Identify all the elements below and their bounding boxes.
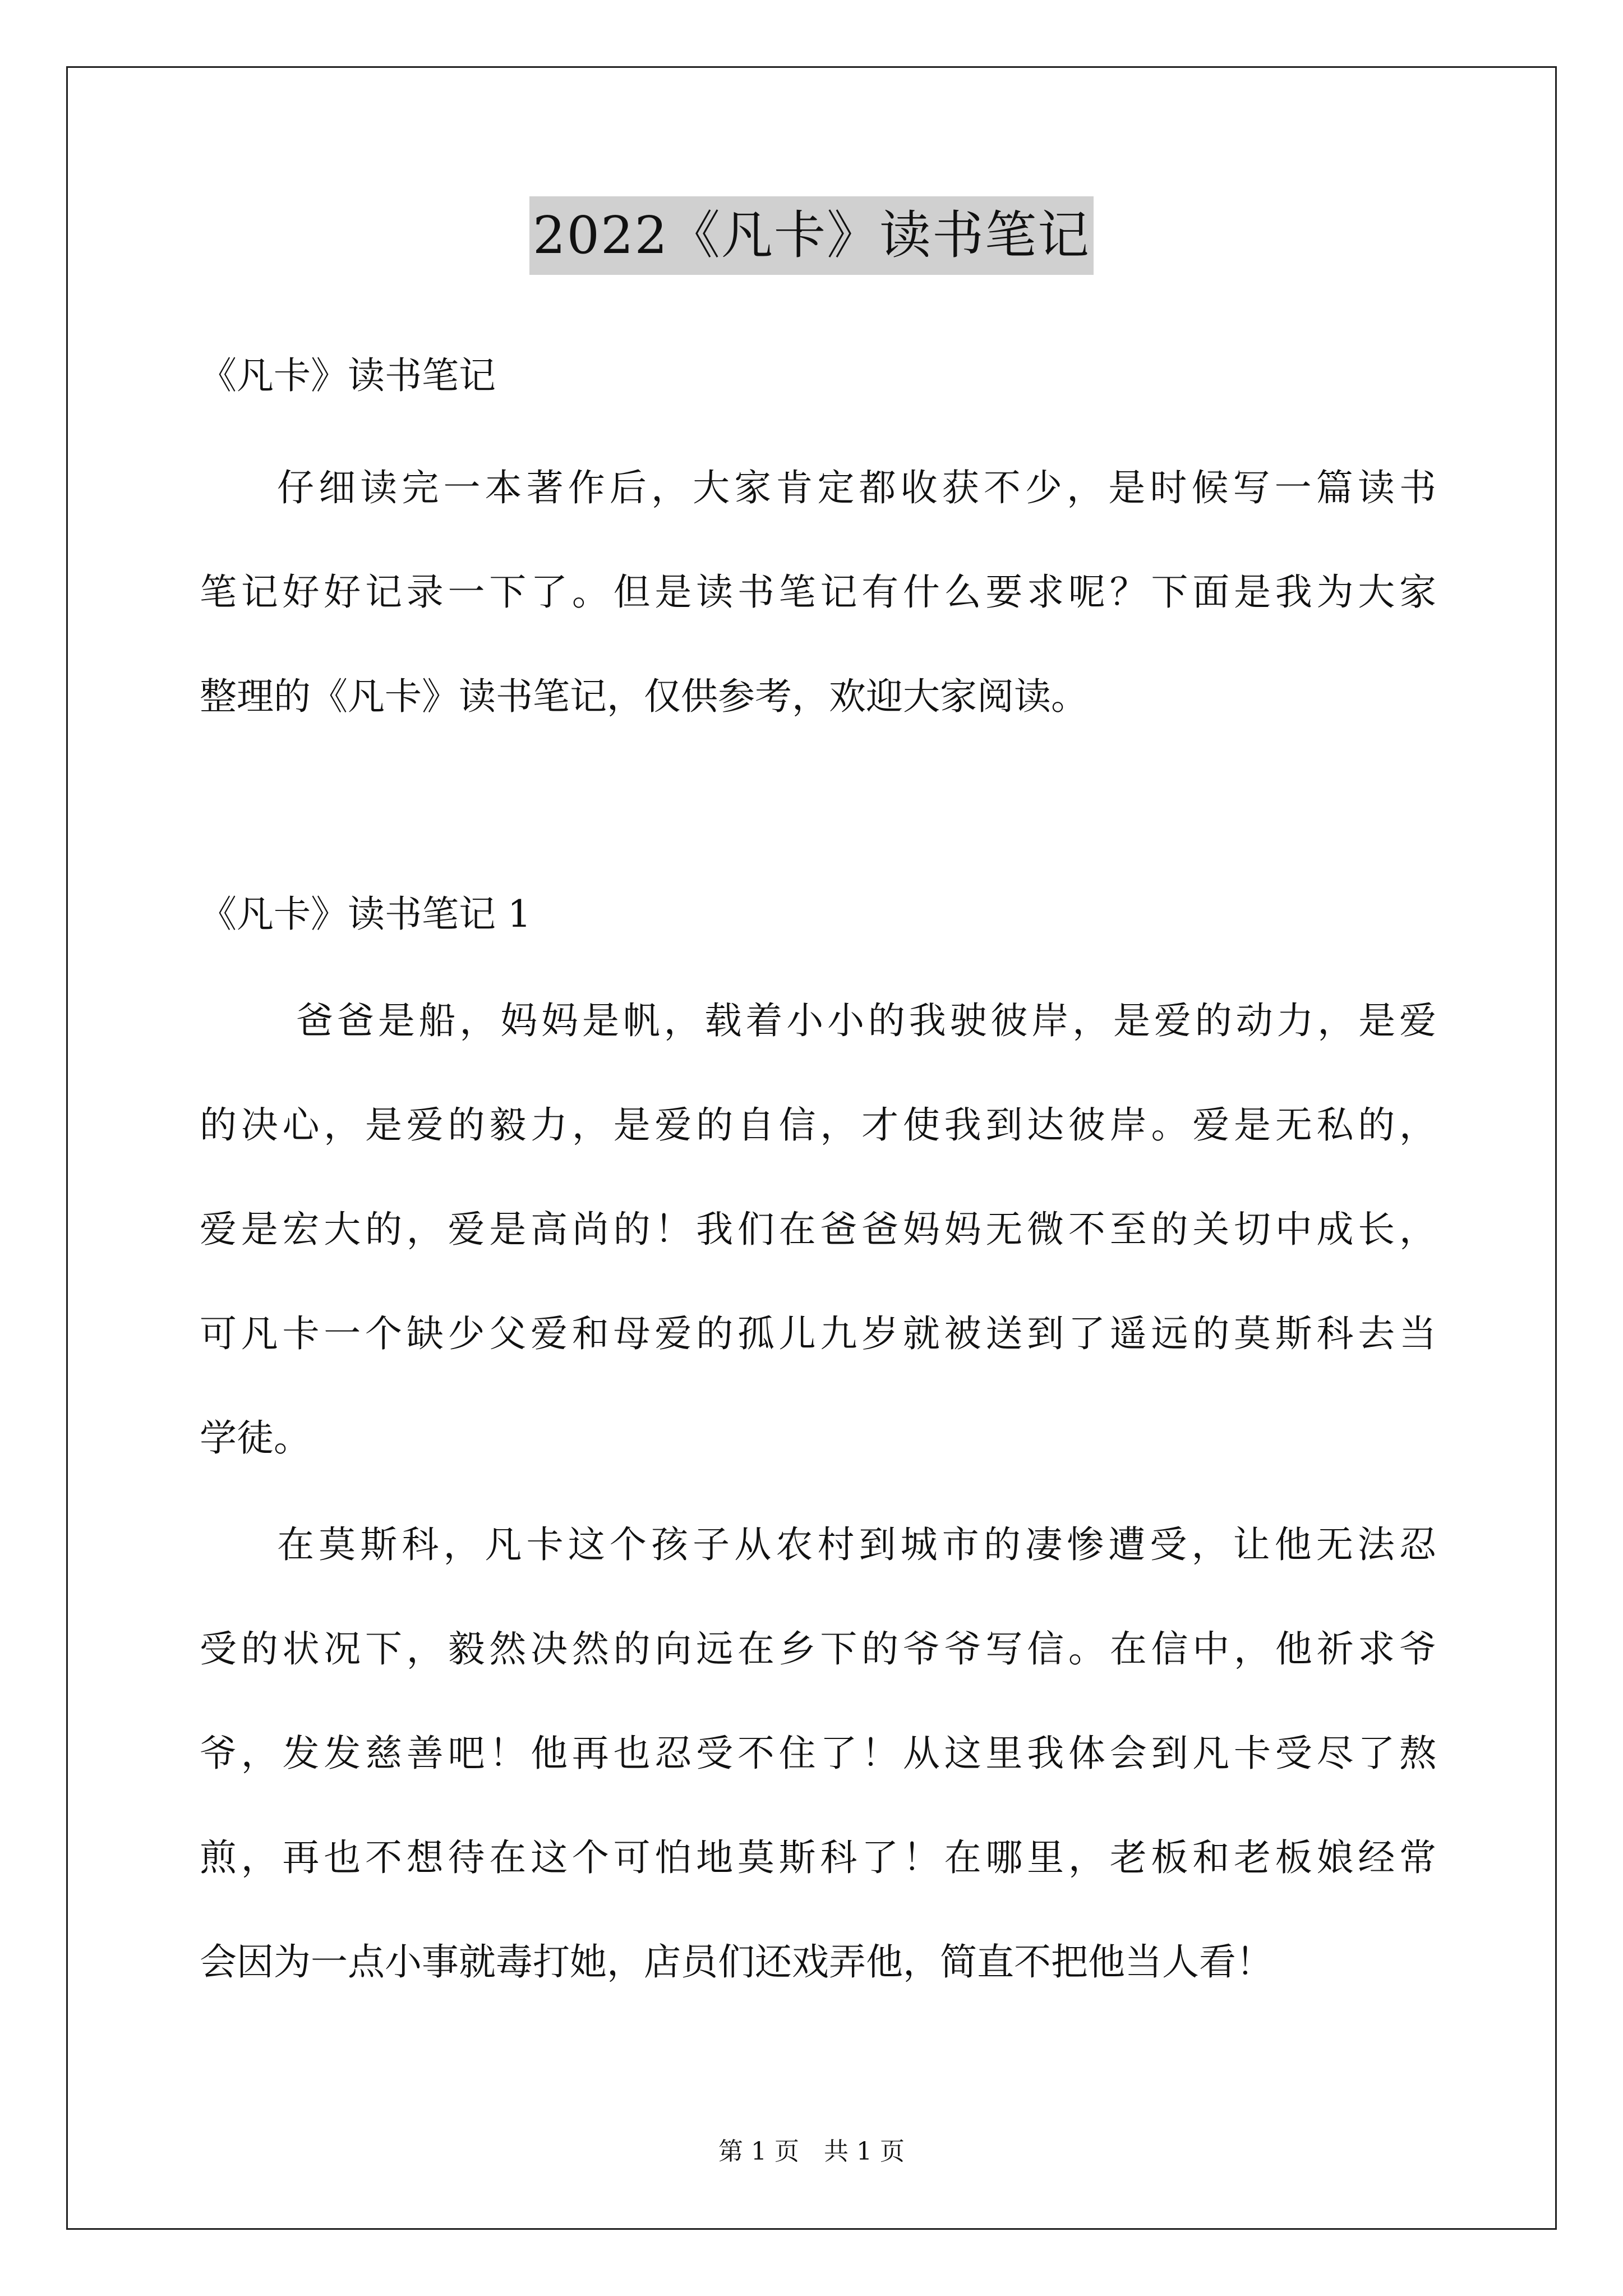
title-container — [0, 196, 1623, 275]
page-number-footer: 第 1 页 共 1 页 — [718, 2137, 905, 2166]
intro-line: 仔细读完一本著作后，大家肯定都收获不少，是时候写一篇读书 — [277, 466, 1436, 509]
paragraph-line: 在莫斯科，凡卡这个孩子从农村到城市的凄惨遭受，让他无法忍 — [277, 1523, 1436, 1566]
paragraph-line: 学徒。 — [200, 1416, 311, 1460]
paragraph-line: 的决心，是爱的毅力，是爱的自信，才使我到达彼岸。爱是无私的， — [200, 1103, 1436, 1147]
intro-line: 整理的《凡卡》读书笔记，仅供参考，欢迎大家阅读。 — [200, 675, 1088, 718]
paragraph-line: 爷，发发慈善吧！他再也忍受不住了！从这里我体会到凡卡受尽了熬 — [200, 1732, 1436, 1775]
paragraph-line: 煎，再也不想待在这个可怕地莫斯科了！在哪里，老板和老板娘经常 — [200, 1836, 1436, 1879]
paragraph-line: 爸爸是船，妈妈是帆，载着小小的我驶彼岸，是爱的动力，是爱 — [296, 999, 1436, 1042]
paragraph-line: 会因为一点小事就毒打她，店员们还戏弄他，简直不把他当人看！ — [200, 1940, 1273, 1984]
document-title: 2022《凡卡》读书笔记 — [529, 196, 1094, 275]
paragraph-line: 爱是宏大的，爱是高尚的！我们在爸爸妈妈无微不至的关切中成长， — [200, 1208, 1436, 1251]
paragraph-line: 可凡卡一个缺少父爱和母爱的孤儿九岁就被送到了遥远的莫斯科去当 — [200, 1312, 1436, 1355]
subtitle: 《凡卡》读书笔记 — [200, 354, 496, 397]
paragraph-line: 受的状况下，毅然决然的向远在乡下的爷爷写信。在信中，他祈求爷 — [200, 1627, 1436, 1671]
section-heading: 《凡卡》读书笔记 1 — [200, 892, 531, 936]
intro-line: 笔记好好记录一下了。但是读书笔记有什么要求呢？下面是我为大家 — [200, 570, 1436, 614]
